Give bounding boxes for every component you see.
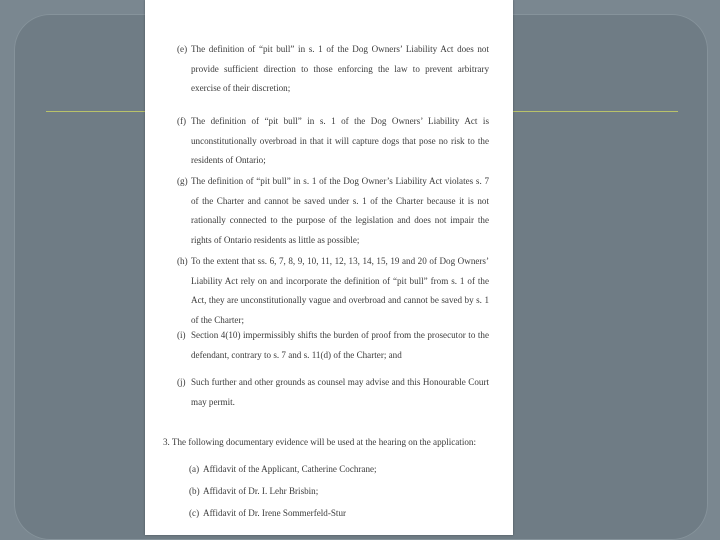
list-item-j: [177, 373, 489, 412]
item-label: (e): [177, 44, 188, 54]
evidence-item-c: [189, 504, 489, 524]
item-label: (a): [189, 464, 200, 474]
list-item-g: [177, 172, 489, 250]
item-text: The definition of “pit bull” in s. 1 of the Dog Owners’ Liability Act is unconstitutionally overbroad in that it will capture dogs that pose no risk to the residents of Ontario;: [191, 116, 489, 165]
item-text: To the extent that ss. 6, 7, 8, 9, 10, 11, 12, 13, 14, 15, 19 and 20 of Dog Owners’ Liability Act rely on and incorporate the definition of “pit bull” from s. 1 of the Act, they are unconstitutionally vague and overbroad and cannot be saved by s. 1 of the Charter;: [191, 256, 489, 325]
item-label: (h): [177, 256, 188, 266]
evidence-item-b: [189, 482, 489, 502]
list-item-f: [177, 112, 489, 171]
section-3-heading: 3. The following documentary evidence will be used at the hearing on the application:: [163, 437, 476, 447]
list-item-h: [177, 252, 489, 330]
item-label: (i): [177, 330, 186, 340]
evidence-item-a: [189, 460, 489, 480]
item-text: The definition of “pit bull” in s. 1 of the Dog Owner’s Liability Act violates s. 7 of the Charter and cannot be saved under s. 1 of the Charter because it is not rationally connected to the purpose of the legislation and does not impair the rights of Ontario residents as little as possible;: [191, 176, 489, 245]
item-text: Affidavit of the Applicant, Catherine Cochrane;: [203, 464, 377, 474]
item-label: (b): [189, 486, 200, 496]
item-text: Section 4(10) impermissibly shifts the burden of proof from the prosecutor to the defendant, contrary to s. 7 and s. 11(d) of the Charter; and: [191, 330, 489, 360]
item-label: (g): [177, 176, 188, 186]
item-label: (j): [177, 377, 186, 387]
list-item-i: [177, 326, 489, 365]
document-page: [145, 0, 513, 535]
item-text: Affidavit of Dr. I. Lehr Brisbin;: [203, 486, 319, 496]
list-item-e: [177, 40, 489, 99]
item-text: Affidavit of Dr. Irene Sommerfeld-Stur: [203, 508, 347, 518]
item-label: (f): [177, 116, 187, 126]
item-text: The definition of “pit bull” in s. 1 of the Dog Owners’ Liability Act does not provide sufficient direction to those enforcing the law to prevent arbitrary exercise of their discretion;: [191, 44, 489, 93]
item-label: (c): [189, 508, 200, 518]
item-text: Such further and other grounds as counsel may advise and this Honourable Court may permit.: [191, 377, 489, 407]
